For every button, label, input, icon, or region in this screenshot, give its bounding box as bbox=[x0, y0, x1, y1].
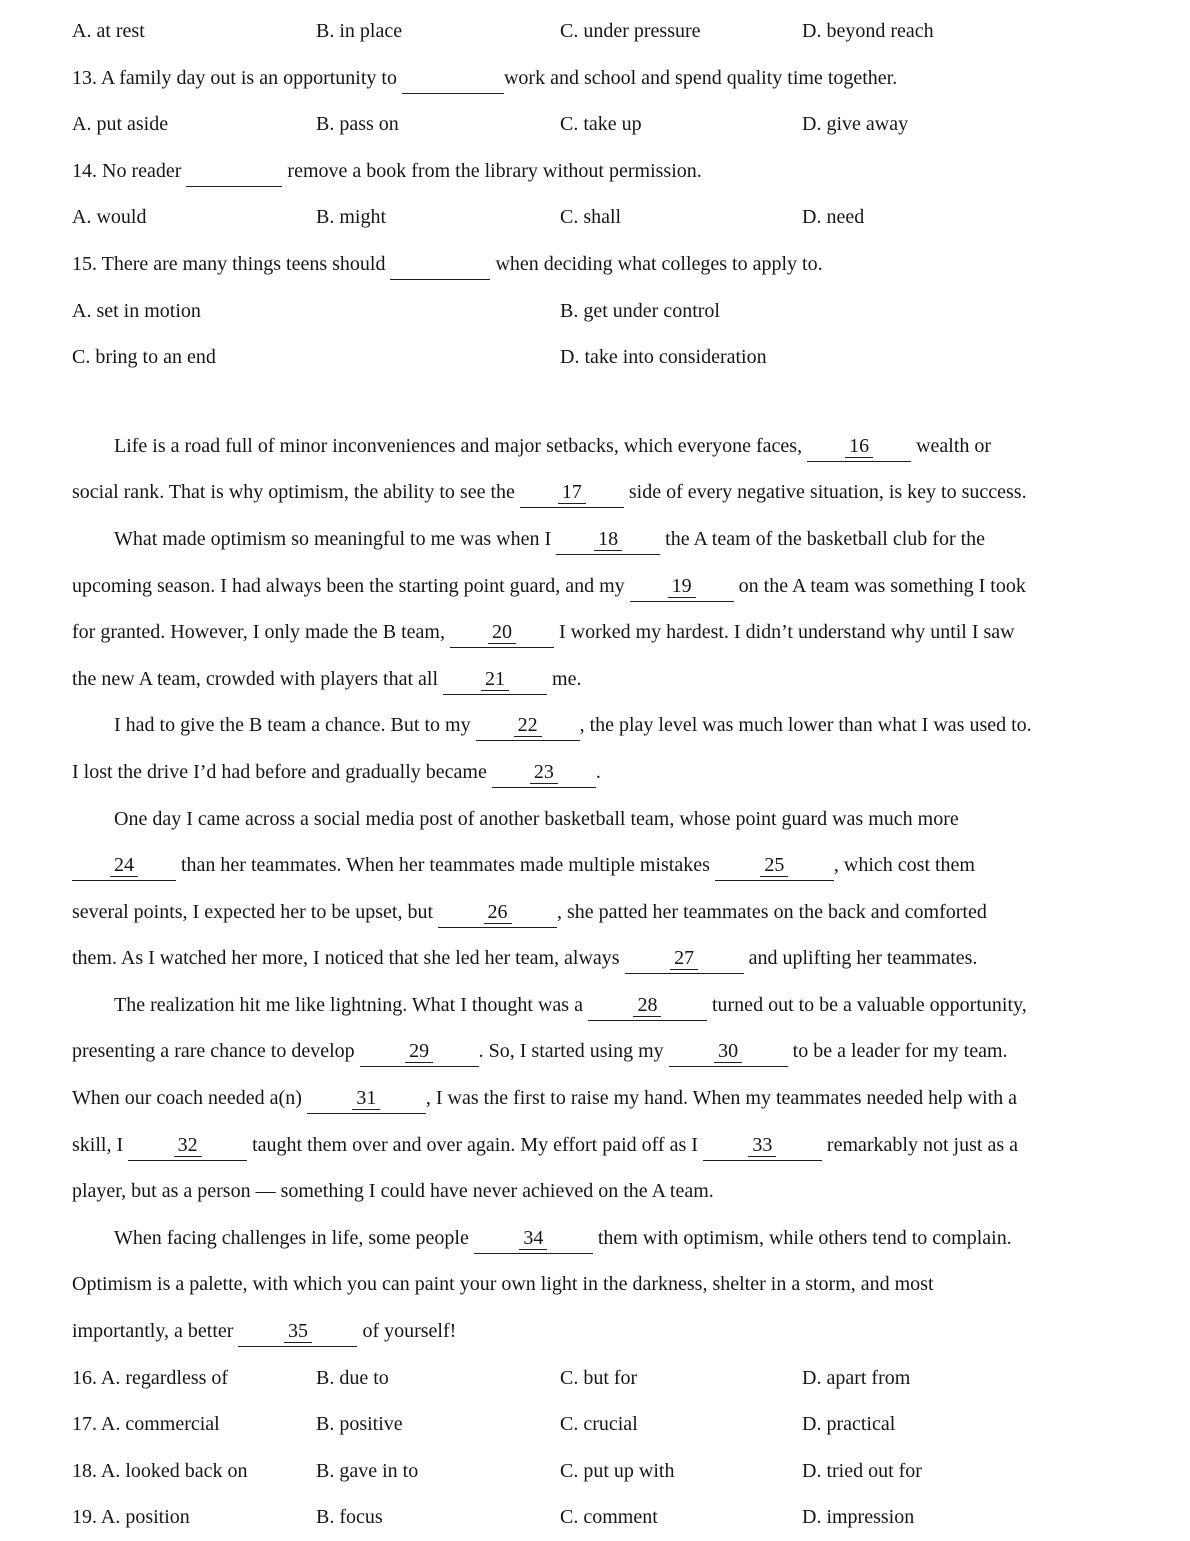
option-cell: A. set in motion bbox=[72, 299, 201, 322]
option-cell: D. take into consideration bbox=[560, 346, 767, 369]
blank bbox=[402, 67, 504, 94]
option-cell: B. in place bbox=[316, 20, 403, 42]
passage-line: I had to give the B team a chance. But to my 22 , the play level was much lower than what I was used to. bbox=[72, 702, 1128, 749]
blank-space bbox=[228, 161, 241, 182]
cloze-option-row bbox=[72, 1355, 1128, 1402]
option-cell: 17. A. commercial bbox=[72, 1413, 220, 1436]
blank-18 bbox=[556, 528, 660, 555]
option-cell: A. put aside bbox=[72, 113, 169, 136]
option-cell: D. practical bbox=[802, 1413, 896, 1436]
blank-number: 17 bbox=[558, 482, 586, 504]
blank-number: 16 bbox=[845, 436, 873, 458]
blank-32 bbox=[128, 1134, 247, 1161]
option-cell: 16. A. regardless of bbox=[72, 1366, 229, 1389]
question-stem: 14. No reader remove a book from the library without permission. bbox=[72, 148, 1128, 195]
blank-24 bbox=[72, 854, 176, 881]
option-cell: D. tried out for bbox=[802, 1459, 922, 1482]
answer-options-row bbox=[72, 101, 1128, 148]
blank-number: 24 bbox=[110, 855, 138, 877]
blank-number: 25 bbox=[760, 855, 788, 877]
question-stem: 15. There are many things teens should when deciding what colleges to apply to. bbox=[72, 241, 1128, 288]
blank-number: 23 bbox=[530, 762, 558, 784]
blank-number: 33 bbox=[748, 1135, 776, 1157]
blank bbox=[186, 160, 282, 187]
option-cell: A. would bbox=[72, 206, 147, 229]
passage-line: 24 than her teammates. When her teammates made multiple mistakes 25 , which cost them bbox=[72, 842, 1128, 889]
option-cell: C. shall bbox=[560, 206, 622, 229]
blank-number: 21 bbox=[481, 669, 509, 691]
passage-line: social rank. That is why optimism, the ability to see the 17 side of every negative situation, is key to success. bbox=[72, 469, 1128, 516]
option-cell: C. but for bbox=[560, 1366, 638, 1389]
passage-line: several points, I expected her to be upset, but 26 , she patted her teammates on the back and comforted bbox=[72, 889, 1128, 936]
option-cell: B. gave in to bbox=[316, 1459, 419, 1482]
passage-line: The realization hit me like lightning. What I thought was a 28 turned out to be a valuable opportunity, bbox=[72, 982, 1128, 1029]
passage-line: presenting a rare chance to develop 29 . So, I started using my 30 to be a leader for my team. bbox=[72, 1028, 1128, 1075]
passage-line: When facing challenges in life, some people 34 them with optimism, while others tend to complain. bbox=[72, 1215, 1128, 1262]
blank-number: 22 bbox=[514, 715, 542, 737]
option-cell: B. get under control bbox=[560, 299, 720, 322]
blank-35 bbox=[238, 1320, 357, 1347]
option-cell: C. comment bbox=[560, 1506, 658, 1529]
blank-19 bbox=[630, 575, 734, 602]
passage-line: One day I came across a social media post of another basketball team, whose point guard was much more bbox=[114, 807, 959, 830]
answer-options-row bbox=[72, 288, 1128, 335]
vocab-questions-section bbox=[72, 8, 1128, 381]
blank-25 bbox=[715, 854, 834, 881]
option-cell: D. apart from bbox=[802, 1366, 911, 1389]
option-cell: C. crucial bbox=[560, 1413, 638, 1436]
option-cell: D. give away bbox=[802, 113, 909, 136]
blank-22 bbox=[476, 714, 580, 741]
blank-number: 31 bbox=[352, 1088, 380, 1110]
passage-line: Life is a road full of minor inconveniences and major setbacks, which everyone faces, 16 wealth or bbox=[72, 423, 1128, 470]
blank-23 bbox=[492, 761, 596, 788]
option-cell: D. beyond reach bbox=[802, 20, 934, 42]
option-cell: B. focus bbox=[316, 1506, 383, 1529]
option-cell: D. need bbox=[802, 206, 865, 229]
blank-number: 35 bbox=[284, 1321, 312, 1343]
blank-29 bbox=[360, 1040, 479, 1067]
blank-space bbox=[434, 254, 447, 275]
cloze-option-row bbox=[72, 1448, 1128, 1495]
blank-30 bbox=[669, 1040, 788, 1067]
blank-number: 30 bbox=[714, 1041, 742, 1063]
cloze-passage-section bbox=[72, 423, 1128, 1355]
passage-line: the new A team, crowded with players that all 21 me. bbox=[72, 656, 1128, 703]
blank-26 bbox=[438, 901, 557, 928]
option-cell: C. under pressure bbox=[560, 20, 701, 42]
blank-34 bbox=[474, 1227, 593, 1254]
passage-line: When our coach needed a(n) 31 , I was the first to raise my hand. When my teammates needed help with a bbox=[72, 1075, 1128, 1122]
blank-number: 26 bbox=[484, 902, 512, 924]
question-stem: 13. A family day out is an opportunity to work and school and spend quality time together. bbox=[72, 55, 1128, 102]
option-cell: B. due to bbox=[316, 1366, 389, 1389]
blank-number: 34 bbox=[519, 1228, 547, 1250]
cloze-options-section bbox=[72, 1355, 1128, 1541]
cloze-option-row bbox=[72, 1494, 1128, 1541]
option-cell: B. might bbox=[316, 206, 387, 229]
blank-number: 18 bbox=[594, 529, 622, 551]
option-cell: C. put up with bbox=[560, 1459, 675, 1482]
blank-number: 32 bbox=[174, 1135, 202, 1157]
option-cell: C. bring to an end bbox=[72, 346, 216, 369]
option-cell: B. positive bbox=[316, 1413, 403, 1436]
option-cell: D. impression bbox=[802, 1506, 915, 1529]
option-cell: 18. A. looked back on bbox=[72, 1459, 248, 1482]
passage-line: skill, I 32 taught them over and over again. My effort paid off as I 33 remarkably not just as a bbox=[72, 1122, 1128, 1169]
blank-number: 19 bbox=[668, 576, 696, 598]
blank-31 bbox=[307, 1087, 426, 1114]
blank-number: 29 bbox=[405, 1041, 433, 1063]
blank-16 bbox=[807, 435, 911, 462]
passage-line: them. As I watched her more, I noticed that she led her team, always 27 and uplifting her teammates. bbox=[72, 935, 1128, 982]
section-gap bbox=[72, 381, 1128, 423]
answer-options-row bbox=[72, 334, 1128, 381]
blank-number: 28 bbox=[633, 995, 661, 1017]
passage-line: upcoming season. I had always been the starting point guard, and my 19 on the A team was something I took bbox=[72, 563, 1128, 610]
option-cell: 19. A. position bbox=[72, 1506, 190, 1529]
passage-line: importantly, a better 35 of yourself! bbox=[72, 1308, 1128, 1355]
answer-options-row bbox=[72, 8, 1128, 55]
blank-21 bbox=[443, 668, 547, 695]
blank-number: 27 bbox=[670, 948, 698, 970]
passage-line: for granted. However, I only made the B team, 20 I worked my hardest. I didn’t understand why until I saw bbox=[72, 609, 1128, 656]
option-cell: A. at rest bbox=[72, 20, 145, 42]
blank-27 bbox=[625, 947, 744, 974]
blank-number: 20 bbox=[488, 622, 516, 644]
blank-28 bbox=[588, 994, 707, 1021]
blank bbox=[390, 253, 490, 280]
blank-20 bbox=[450, 621, 554, 648]
passage-line: I lost the drive I’d had before and gradually became 23 . bbox=[72, 749, 1128, 796]
answer-options-row bbox=[72, 194, 1128, 241]
cloze-option-row bbox=[72, 1401, 1128, 1448]
passage-line: Optimism is a palette, with which you can paint your own light in the darkness, shelter in a storm, and most bbox=[72, 1273, 934, 1296]
blank-space bbox=[446, 68, 459, 89]
blank-17 bbox=[520, 481, 624, 508]
passage-line: player, but as a person — something I could have never achieved on the A team. bbox=[72, 1180, 714, 1203]
passage-line: What made optimism so meaningful to me was when I 18 the A team of the basketball club for the bbox=[72, 516, 1128, 563]
option-cell: C. take up bbox=[560, 113, 642, 136]
option-cell: B. pass on bbox=[316, 113, 399, 136]
blank-33 bbox=[703, 1134, 822, 1161]
